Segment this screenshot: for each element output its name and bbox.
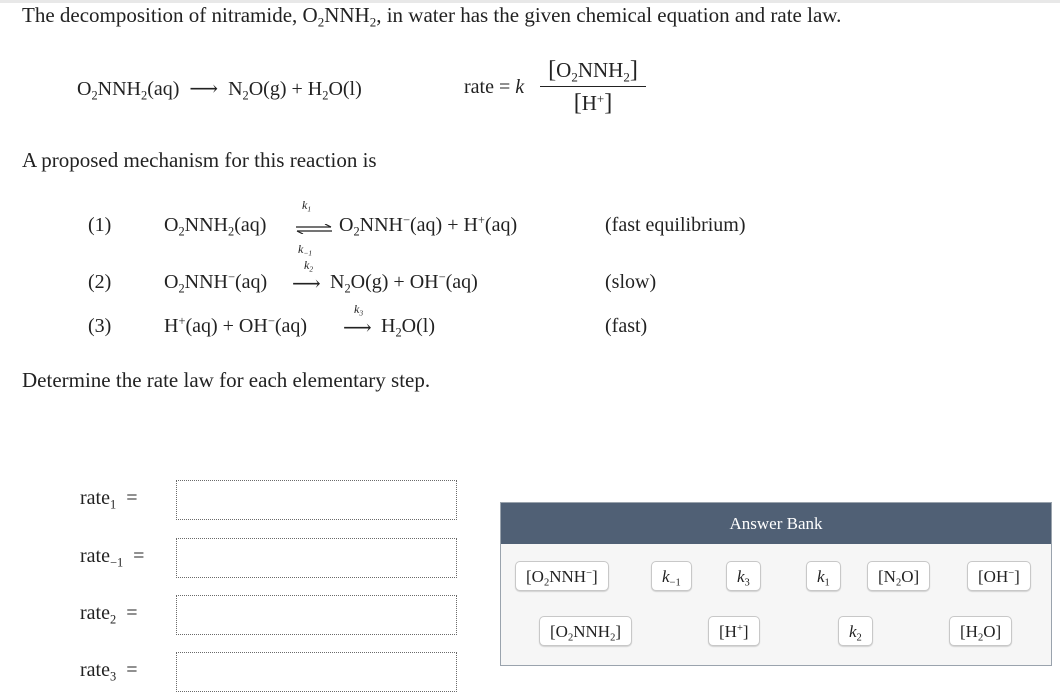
overall-equation: $O_2NNH_2(aq)$ ⟶ $N_2O(g) + H_2O(l)$ (77, 78, 362, 103)
rate-law-fraction (540, 56, 646, 117)
intro-text: The decomposition of nitramide, $O_2NNH_2$, in water has the given chemical equation and rate law. (22, 3, 842, 30)
rate-1-drop-field[interactable] (176, 480, 457, 520)
tile-k1[interactable]: $k_1$ (806, 561, 841, 591)
step-1-products: $O_2NNH^-(aq) + H^+(aq)$ (339, 213, 518, 239)
step-2-products: $N_2O(g) + OH^-(aq)$ (330, 270, 478, 296)
rate-minus-1-drop-field[interactable] (176, 538, 457, 578)
rate-2-drop-field[interactable] (176, 595, 457, 635)
rate-numerator: $[O_2NNH_2]$ (548, 56, 638, 85)
answer-bank-title: Answer Bank (501, 503, 1051, 544)
step-1-note: (fast equilibrium) (605, 214, 746, 236)
tile-oh-minus[interactable]: [OH−] (967, 561, 1031, 591)
tile-k-minus-1[interactable]: $k_{-1}$ (651, 561, 692, 591)
tile-h2o[interactable]: $[H_2O]$ (949, 616, 1012, 646)
rate-3-drop-field[interactable] (176, 652, 457, 692)
step-2-note: (slow) (605, 271, 657, 293)
rate-law-prefix: rate = k (464, 76, 525, 98)
equilibrium-arrow-icon (295, 224, 333, 234)
rate-3-label: rate$_3$ = (80, 659, 138, 684)
step-2-number: (2) (88, 271, 112, 293)
answer-bank (500, 502, 1052, 666)
step-3-k: $k_3$ (354, 302, 364, 318)
step-2-k: $k_2$ (304, 258, 314, 274)
determine-instruction: Determine the rate law for each elementary step. (22, 368, 431, 392)
rate-minus-1-label: rate$_{-1}$ = (80, 545, 145, 570)
step-1-k-reverse: $k_{-1}$ (298, 242, 313, 258)
step-2-reactant: $O_2NNH^-(aq)$ (164, 270, 268, 296)
mechanism-intro: A proposed mechanism for this reaction is (22, 148, 377, 172)
rate-1-label: rate$_1$ = (80, 487, 138, 512)
reaction-arrow: ⟶ (189, 78, 219, 100)
rate-denominator: [H+] (573, 89, 613, 116)
step-3-product: $H_2O(l)$ (381, 315, 435, 340)
tile-h-plus[interactable]: [H+] (708, 616, 760, 646)
tile-n2o[interactable]: $[N_2O]$ (867, 561, 930, 591)
tile-o2nnh-minus[interactable]: $[O_2NNH^-]$ (515, 561, 609, 591)
step-3-note: (fast) (605, 315, 648, 337)
step-2-arrow: ⟶ (292, 273, 321, 295)
rate-2-label: rate$_2$ = (80, 602, 138, 627)
step-1-reactant: $O_2NNH_2(aq)$ (164, 214, 267, 239)
step-1-k-forward: $k_1$ (302, 198, 312, 214)
step-3-arrow: ⟶ (343, 317, 372, 339)
tile-k3[interactable]: $k_3$ (726, 561, 761, 591)
fraction-bar (540, 86, 646, 87)
step-3-reactants: H+(aq) + OH−(aq) (164, 314, 308, 337)
step-3-number: (3) (88, 315, 112, 337)
tile-k2[interactable]: $k_2$ (838, 616, 873, 646)
tile-o2nnh2[interactable]: $[O_2NNH_2]$ (539, 616, 632, 646)
step-1-number: (1) (88, 214, 112, 236)
